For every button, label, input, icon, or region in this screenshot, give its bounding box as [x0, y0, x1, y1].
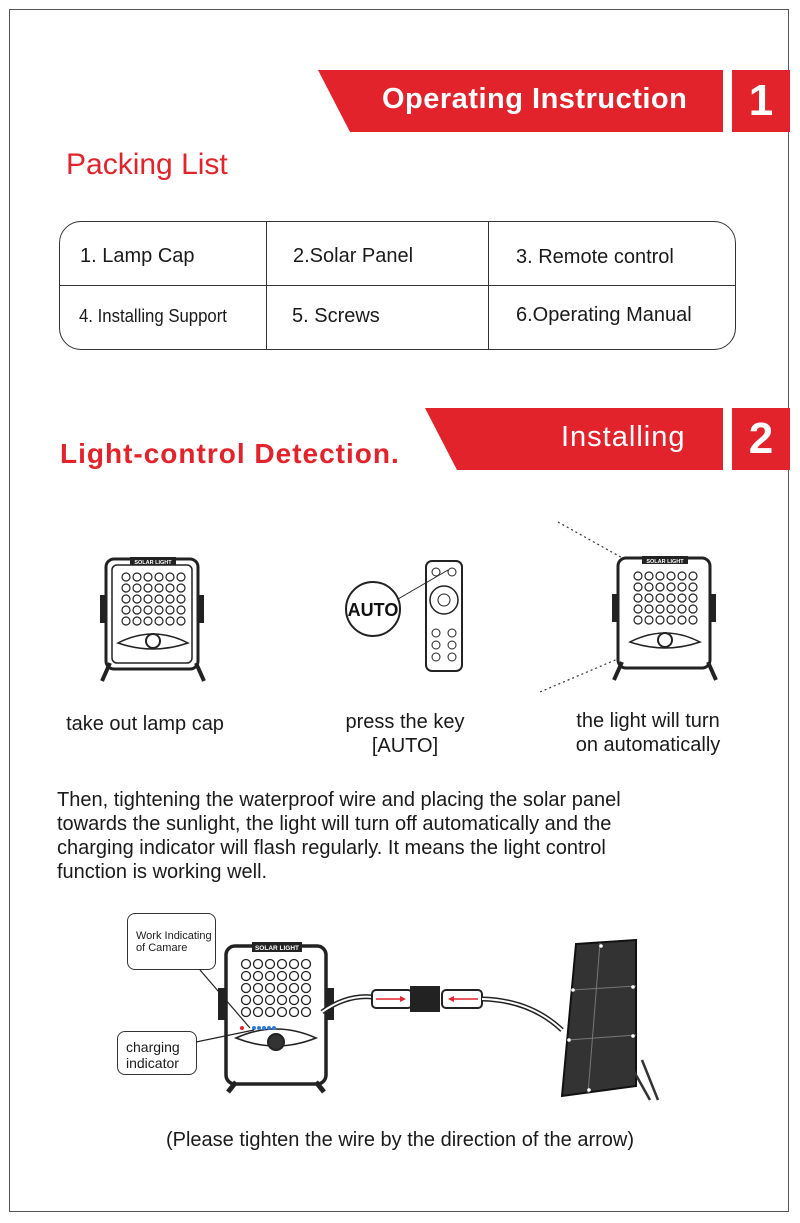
- step2-caption: [310, 710, 500, 758]
- paragraph-line: function is working well.: [57, 861, 268, 883]
- callout2-line1: charging: [126, 1039, 180, 1055]
- lamp-illustration: [100, 555, 210, 685]
- packing-list-heading: Packing List: [66, 148, 228, 181]
- pack-item-remote: 3. Remote control: [516, 246, 674, 268]
- table-divider: [488, 222, 489, 349]
- footer-note: (Please tighten the wire by the direction of the arrow): [165, 1129, 635, 1151]
- callout1-line2: of Camare: [136, 942, 188, 954]
- callout-pointer: [180, 968, 260, 1032]
- pack-item-solar-panel: 2.Solar Panel: [293, 245, 414, 267]
- remote-illustration: [340, 555, 480, 675]
- lamp-on-illustration: [540, 518, 720, 698]
- callout2-line2: indicator: [126, 1055, 179, 1071]
- step3-caption: [548, 709, 748, 757]
- charging-indicator-callout: [117, 1031, 197, 1075]
- camera-indicator-callout: [127, 913, 216, 970]
- section2-title: Installing: [561, 421, 686, 453]
- paragraph-line: Then, tightening the waterproof wire and placing the solar panel: [57, 789, 621, 811]
- device-label: SOLAR LIGHT: [134, 560, 172, 566]
- section2-banner: [425, 408, 723, 470]
- table-divider: [60, 285, 735, 286]
- section1-number: 1: [732, 70, 790, 132]
- step2-caption-line1: press the key: [345, 711, 465, 733]
- callout1-line1: Work Indicating: [136, 930, 212, 942]
- paragraph-line: towards the sunlight, the light will turn off automatically and the: [57, 813, 612, 835]
- callout-pointer: [196, 1026, 256, 1056]
- paragraph-line: charging indicator will flash regularly. It means the light control: [57, 837, 606, 859]
- step3-caption-line2: on automatically: [575, 734, 721, 756]
- section2-number: 2: [732, 408, 790, 470]
- step1-caption: take out lamp cap: [66, 713, 224, 735]
- device-label: SOLAR LIGHT: [646, 559, 684, 565]
- step3-caption-line1: the light will turn: [576, 710, 720, 732]
- light-control-heading: Light-control Detection.: [60, 438, 400, 469]
- auto-key-label: AUTO: [347, 600, 399, 620]
- section1-title: Operating Instruction: [382, 83, 688, 115]
- instruction-paragraph: [57, 788, 757, 884]
- device-label: SOLAR LIGHT: [254, 945, 300, 952]
- pack-item-support: 4. Installing Support: [79, 306, 227, 326]
- packing-table: [59, 221, 736, 350]
- pack-item-lamp-cap: 1. Lamp Cap: [80, 245, 195, 267]
- pack-item-manual: 6.Operating Manual: [516, 304, 692, 326]
- pack-item-screws: 5. Screws: [292, 305, 380, 327]
- table-divider: [266, 222, 267, 349]
- section1-banner: [318, 70, 723, 132]
- step2-caption-line2: [AUTO]: [371, 735, 439, 757]
